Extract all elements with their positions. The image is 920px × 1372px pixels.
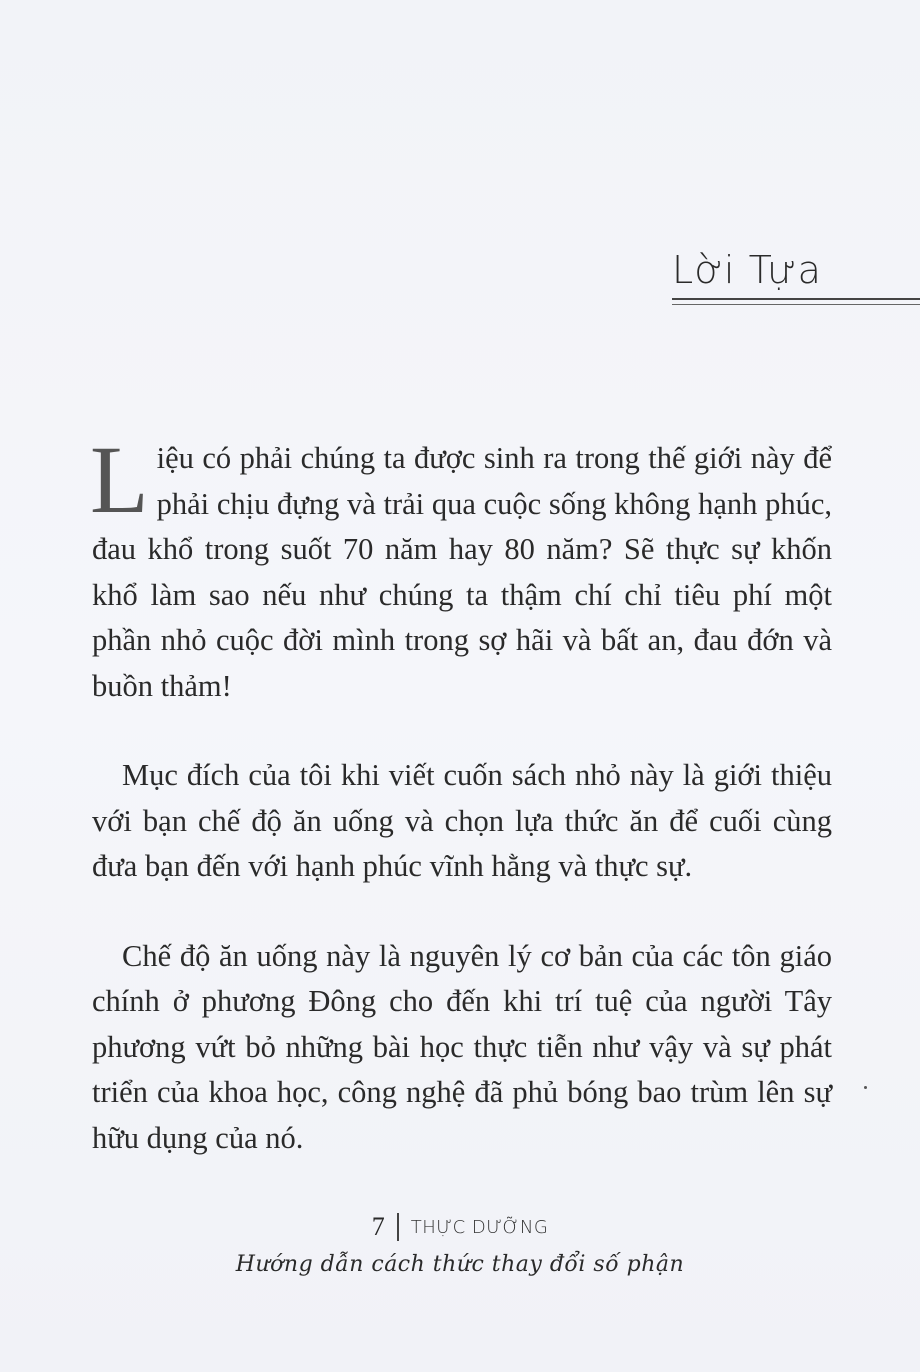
footer-line bbox=[0, 1212, 920, 1242]
book-subtitle: Hướng dẫn cách thức thay đổi số phận bbox=[235, 1252, 685, 1277]
heading-rule-top bbox=[672, 298, 920, 300]
page-title: Lời Tựa bbox=[672, 248, 822, 292]
paragraph-1 bbox=[90, 426, 832, 709]
paragraph-2 bbox=[92, 753, 832, 890]
drop-cap: L bbox=[90, 426, 149, 533]
page-footer bbox=[0, 1212, 920, 1277]
paragraph-1-text: iệu có phải chúng ta được sinh ra trong thế giới này để phải chịu đựng và trải qua cuộc sống không hạnh phúc, đau khổ trong suốt 70 năm hay 80 năm? Sẽ thực sự khốn khổ làm sao nếu như chúng ta thậm chí chỉ tiêu phí một phần nhỏ cuộc đời mình trong sợ hãi và bất an, đau đớn và buồn thảm! bbox=[92, 441, 832, 703]
paragraph-2-text: Mục đích của tôi khi viết cuốn sách nhỏ này là giới thiệu với bạn chế độ ăn uống và chọn lựa thức ăn để cuối cùng đưa bạn đến với hạnh phúc vĩnh hằng và thực sự. bbox=[92, 758, 832, 883]
heading-rule-bottom bbox=[672, 304, 920, 305]
paragraph-3 bbox=[92, 934, 832, 1162]
footer-separator bbox=[397, 1213, 399, 1241]
chapter-heading bbox=[672, 248, 822, 292]
body-text bbox=[90, 426, 832, 1205]
book-title: THỰC DƯỠNG bbox=[410, 1216, 549, 1238]
print-speck bbox=[864, 1086, 867, 1089]
page-number: 7 bbox=[371, 1212, 385, 1241]
paragraph-3-text: Chế độ ăn uống này là nguyên lý cơ bản của các tôn giáo chính ở phương Đông cho đến khi trí tuệ của người Tây phương vứt bỏ những bài học thực tiễn như vậy và sự phát triển của khoa học, công nghệ đã phủ bóng bao trùm lên sự hữu dụng của nó. bbox=[92, 938, 832, 1155]
